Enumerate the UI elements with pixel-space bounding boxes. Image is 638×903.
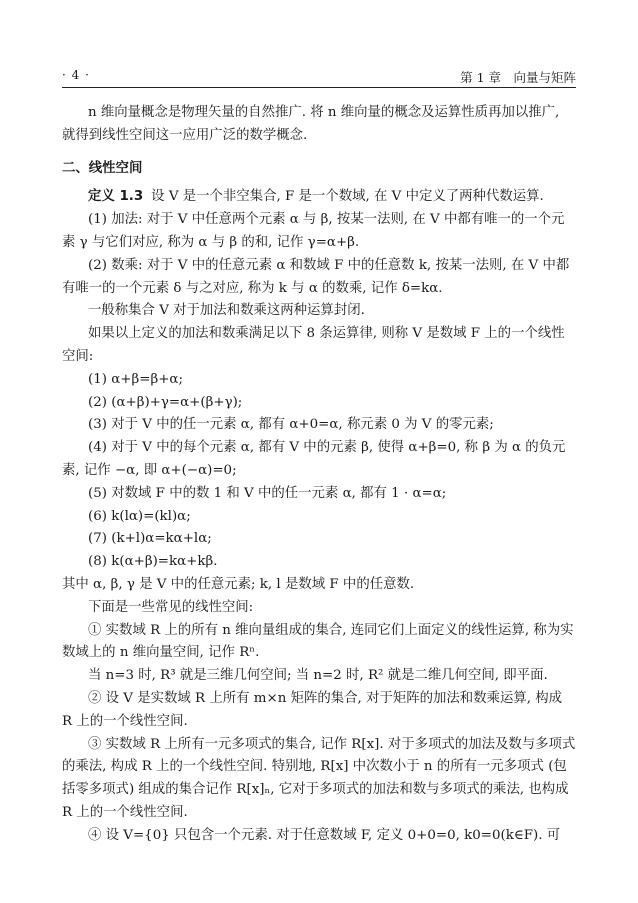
example-2: ② 设 V 是实数域 R 上所有 m×n 矩阵的集合, 对于矩阵的加法和数乘运算, 构成 R 上的一个线性空间. <box>62 690 563 729</box>
axiom-2: (2) (α+β)+γ=α+(β+γ); <box>88 394 243 410</box>
intro-paragraph: n 维向量概念是物理矢量的自然推广. 将 n 维向量的概念及运算性质再加以推广, 就得到线性空间这一应用广泛的数学概念. <box>62 105 560 143</box>
section-title: 二、线性空间 <box>62 160 143 176</box>
axioms-intro: 如果以上定义的加法和数乘满足以下 8 条运算律, 则称 V 是数域 F 上的一个线性空间: <box>62 326 565 364</box>
axiom-3: (3) 对于 V 中的任一元素 α, 都有 α+0=α, 称元素 0 为 V 的零元素; <box>88 417 494 433</box>
axiom-6: (6) k(lα)=(kl)α; <box>88 508 191 524</box>
axiom-1: (1) α+β=β+α; <box>88 371 183 387</box>
closure-statement: 一般称集合 V 对于加法和数乘这两种运算封闭. <box>88 303 365 319</box>
axiom-7: (7) (k+l)α=kα+lα; <box>88 531 212 547</box>
definition-paragraph <box>62 186 576 209</box>
axiom-4: (4) 对于 V 中的每个元素 α, 都有 V 中的元素 β, 使得 α+β=0, 称 β 为 α 的负元素, 记作 −α, 即 α+(−α)=0; <box>62 440 566 478</box>
where-statement: 其中 α, β, γ 是 V 中的任意元素; k, l 是数域 F 中的任意数. <box>62 576 415 592</box>
axiom-8: (8) k(α+β)=kα+kβ. <box>88 554 218 570</box>
chapter-title: 第 1 章 向量与矩阵 <box>460 70 576 85</box>
example-3: ③ 实数域 R 上所有一元多项式的集合, 记作 R[x]. 对于多项式的加法及数与多项式的乘法, 构成 R 上的一个线性空间. 特别地, R[x] 中次数小于 n 的所有一元多项式 (包括零多项式) 组成的集合记作 R[x]ₙ, 它对于多项式的加法和数与多项式的乘法, 也构成 R 上的一个线性空间. <box>62 736 576 820</box>
definition-label: 定义 1.3 <box>88 189 144 205</box>
page-body <box>62 102 576 848</box>
operation-addition: (1) 加法: 对于 V 中任意两个元素 α 与 β, 按某一法则, 在 V 中都有唯一的一个元素 γ 与它们对应, 称为 α 与 β 的和, 记作 γ=α+β. <box>62 212 565 250</box>
axiom-5: (5) 对数域 F 中的数 1 和 V 中的任一元素 α, 都有 1 · α=α; <box>88 485 447 501</box>
examples-intro: 下面是一些常见的线性空间: <box>88 599 254 615</box>
header-rule <box>62 87 576 88</box>
page-header <box>62 62 576 88</box>
page-number: · 4 · <box>62 68 90 82</box>
example-1: ① 实数域 R 上的所有 n 维向量组成的集合, 连同它们上面定义的线性运算, 称为实数域上的 n 维向量空间, 记作 Rⁿ. <box>62 622 574 661</box>
operation-scalar-multiplication: (2) 数乘: 对于 V 中的任意元素 α 和数域 F 中的任意数 k, 按某一法则, 在 V 中都有唯一的一个元素 δ 与之对应, 称为 k 与 α 的数乘, 记作 δ=kα. <box>62 257 570 296</box>
definition-text: 设 V 是一个非空集合, F 是一个数域, 在 V 中定义了两种代数运算. <box>151 189 544 205</box>
example-4: ④ 设 V={0} 只包含一个元素. 对于任意数域 F, 定义 0+0=0, k0=0(k∈F). 可 <box>88 827 561 843</box>
example-1-note: 当 n=3 时, R³ 就是三维几何空间; 当 n=2 时, R² 就是二维几何空间, 即平面. <box>88 668 548 684</box>
